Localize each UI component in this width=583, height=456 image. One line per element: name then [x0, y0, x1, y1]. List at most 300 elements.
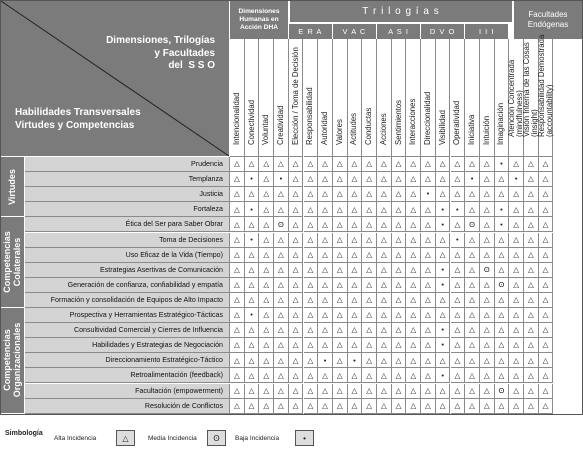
incidence-cell: △ [362, 202, 377, 217]
incidence-cell: △ [480, 217, 495, 232]
incidence-cell: △ [524, 202, 539, 217]
row-label: Retroalimentación (feedback) [25, 368, 230, 383]
incidence-cell: △ [465, 278, 480, 293]
incidence-cell: △ [451, 172, 466, 187]
incidence-cell: △ [377, 263, 392, 278]
incidence-cell: △ [274, 338, 289, 353]
incidence-cell: △ [259, 293, 274, 308]
incidence-cell: △ [406, 202, 421, 217]
incidence-cell: △ [333, 263, 348, 278]
incidence-cell: △ [495, 308, 510, 323]
incidence-cell: △ [539, 172, 554, 187]
incidence-cell: △ [421, 384, 436, 399]
incidence-cell: △ [524, 278, 539, 293]
incidence-cell: △ [230, 399, 245, 414]
incidence-cell: △ [465, 248, 480, 263]
incidence-cell: △ [465, 293, 480, 308]
incidence-cell: △ [289, 217, 304, 232]
corner-diagonal [1, 1, 229, 156]
incidence-cell: △ [333, 157, 348, 172]
incidence-cell: △ [480, 384, 495, 399]
incidence-cell: △ [377, 233, 392, 248]
incidence-cell: △ [436, 308, 451, 323]
incidence-cell: △ [245, 399, 260, 414]
incidence-cell: △ [333, 399, 348, 414]
incidence-cell: △ [524, 233, 539, 248]
incidence-cell: △ [495, 368, 510, 383]
legend-item-alta-label: Alta Incidencia [54, 435, 97, 442]
incidence-cell: △ [539, 399, 554, 414]
incidence-cell: △ [509, 293, 524, 308]
column-header: Conectividad [245, 39, 260, 157]
incidence-cell: △ [392, 278, 407, 293]
incidence-cell: △ [539, 187, 554, 202]
incidence-cell: △ [406, 293, 421, 308]
incidence-cell: △ [289, 338, 304, 353]
incidence-cell: △ [304, 263, 319, 278]
row-label: Consultividad Comercial y Cierres de Influencia [25, 323, 230, 338]
incidence-cell: △ [230, 187, 245, 202]
incidence-cell: △ [318, 323, 333, 338]
incidence-cell: △ [524, 293, 539, 308]
incidence-cell: △ [480, 399, 495, 414]
section-label: Virtudes [1, 157, 25, 217]
facultades-header: Facultades Endógenas [514, 1, 582, 39]
incidence-cell: △ [245, 338, 260, 353]
column-header: Acciones [377, 39, 392, 157]
trilogia-group-4: I I I [465, 24, 509, 39]
incidence-cell: △ [480, 323, 495, 338]
incidence-cell: • [245, 308, 260, 323]
incidence-cell: △ [304, 308, 319, 323]
incidence-cell: △ [318, 187, 333, 202]
incidence-cell: △ [465, 353, 480, 368]
incidence-cell: △ [274, 187, 289, 202]
incidence-cell: △ [539, 308, 554, 323]
incidence-cell: △ [333, 323, 348, 338]
column-header: Operatividad [451, 39, 466, 157]
incidence-cell: △ [274, 308, 289, 323]
incidence-cell: △ [480, 353, 495, 368]
incidence-cell: △ [465, 338, 480, 353]
column-header: Intencionalidad [230, 39, 245, 157]
incidence-cell: △ [451, 157, 466, 172]
incidence-cell: △ [421, 157, 436, 172]
incidence-cell: △ [480, 278, 495, 293]
incidence-cell: △ [318, 233, 333, 248]
incidence-cell: △ [509, 338, 524, 353]
corner-bottom-text: Habilidades Transversales Virtudes y Competencias [15, 107, 141, 131]
incidence-cell: △ [348, 308, 363, 323]
trilogia-group-1: V A C [333, 24, 377, 39]
incidence-cell: △ [348, 323, 363, 338]
incidence-cell: △ [348, 187, 363, 202]
incidence-cell: △ [304, 248, 319, 263]
incidence-cell: △ [524, 187, 539, 202]
incidence-cell: △ [362, 353, 377, 368]
incidence-cell: △ [289, 202, 304, 217]
incidence-cell: △ [245, 217, 260, 232]
column-header: Voluntad [259, 39, 274, 157]
incidence-cell: △ [480, 172, 495, 187]
incidence-cell: △ [465, 308, 480, 323]
incidence-cell: △ [289, 157, 304, 172]
incidence-cell: △ [318, 202, 333, 217]
incidence-cell: △ [318, 338, 333, 353]
column-header: Visión Interna de las Cosas (insight) [524, 39, 539, 157]
incidence-cell: △ [362, 157, 377, 172]
row-label: Estrategias Asertivas de Comunicación [25, 263, 230, 278]
incidence-cell: △ [539, 217, 554, 232]
incidence-cell: △ [406, 353, 421, 368]
incidence-cell: △ [318, 368, 333, 383]
incidence-cell: △ [495, 248, 510, 263]
incidence-cell: △ [348, 399, 363, 414]
trilogias-header: T r i l o g í a s [290, 1, 513, 23]
incidence-cell: △ [348, 368, 363, 383]
incidence-cell: △ [524, 338, 539, 353]
row-label: Toma de Decisiones [25, 233, 230, 248]
incidence-cell: △ [524, 248, 539, 263]
incidence-cell: △ [289, 308, 304, 323]
incidence-cell: △ [304, 202, 319, 217]
incidence-cell: △ [348, 293, 363, 308]
incidence-cell: • [436, 323, 451, 338]
incidence-cell: △ [289, 172, 304, 187]
incidence-cell: △ [539, 384, 554, 399]
incidence-cell: △ [406, 157, 421, 172]
incidence-cell: △ [362, 384, 377, 399]
incidence-cell: △ [304, 323, 319, 338]
incidence-cell: △ [377, 172, 392, 187]
incidence-cell: △ [509, 384, 524, 399]
incidence-cell: △ [274, 202, 289, 217]
incidence-cell: △ [274, 263, 289, 278]
incidence-cell: △ [509, 248, 524, 263]
incidence-cell: △ [377, 202, 392, 217]
incidence-cell: △ [333, 233, 348, 248]
incidence-cell: ʘ [495, 278, 510, 293]
incidence-cell: △ [524, 157, 539, 172]
incidence-cell: △ [421, 293, 436, 308]
incidence-cell: △ [406, 308, 421, 323]
incidence-cell: △ [392, 368, 407, 383]
incidence-cell: △ [274, 353, 289, 368]
incidence-cell: △ [230, 308, 245, 323]
column-header: Conductas [362, 39, 377, 157]
column-header: Intuición [480, 39, 495, 157]
trilogia-group-2: A S I [377, 24, 421, 39]
incidence-cell: △ [304, 217, 319, 232]
incidence-cell: • [436, 278, 451, 293]
incidence-cell: △ [509, 278, 524, 293]
incidence-cell: △ [539, 338, 554, 353]
incidence-cell: • [451, 233, 466, 248]
incidence-cell: △ [421, 248, 436, 263]
incidence-cell: △ [392, 157, 407, 172]
column-header: Atención Concentrada (mindfulness) [509, 39, 524, 157]
incidence-cell: △ [465, 384, 480, 399]
incidence-cell: △ [259, 202, 274, 217]
incidence-cell: △ [509, 308, 524, 323]
incidence-cell: △ [539, 263, 554, 278]
incidence-cell: △ [259, 399, 274, 414]
incidence-cell: △ [259, 248, 274, 263]
incidence-cell: △ [539, 248, 554, 263]
incidence-cell: △ [333, 187, 348, 202]
incidence-cell: △ [362, 308, 377, 323]
incidence-cell: △ [259, 187, 274, 202]
incidence-cell: △ [230, 353, 245, 368]
incidence-cell: △ [436, 172, 451, 187]
incidence-cell: △ [304, 384, 319, 399]
row-label: Formación y consolidación de Equipos de Alto Impacto [25, 293, 230, 308]
column-header: Responsabilidad Demostrada (accountability) [539, 39, 554, 157]
row-label: Habilidades y Estrategias de Negociación [25, 338, 230, 353]
incidence-cell: △ [318, 293, 333, 308]
incidence-cell: △ [230, 263, 245, 278]
incidence-cell: △ [333, 217, 348, 232]
column-header: Responsabilidad [304, 39, 319, 157]
incidence-cell: △ [406, 368, 421, 383]
incidence-cell: △ [289, 263, 304, 278]
incidence-cell: △ [509, 217, 524, 232]
incidence-cell: △ [362, 172, 377, 187]
legend-item-baja-label: Baja Incidencia [235, 435, 280, 442]
legend-item-media-symbol: ʘ [207, 430, 226, 446]
incidence-cell: △ [304, 293, 319, 308]
incidence-cell: △ [289, 323, 304, 338]
incidence-cell: △ [245, 187, 260, 202]
incidence-cell: △ [392, 187, 407, 202]
incidence-cell: △ [362, 338, 377, 353]
legend [0, 426, 583, 456]
incidence-cell: ʘ [465, 217, 480, 232]
incidence-cell: △ [304, 399, 319, 414]
incidence-cell: △ [392, 202, 407, 217]
incidence-cell: △ [451, 263, 466, 278]
incidence-cell: △ [318, 157, 333, 172]
incidence-cell: △ [524, 353, 539, 368]
incidence-cell: △ [348, 233, 363, 248]
incidence-cell: △ [509, 263, 524, 278]
incidence-cell: △ [333, 338, 348, 353]
incidence-cell: △ [421, 399, 436, 414]
incidence-cell: △ [259, 263, 274, 278]
incidence-cell: • [495, 202, 510, 217]
incidence-cell: △ [509, 157, 524, 172]
incidence-cell: △ [333, 384, 348, 399]
incidence-cell: △ [245, 384, 260, 399]
incidence-cell: △ [436, 187, 451, 202]
incidence-cell: △ [230, 368, 245, 383]
column-header: Iniciativa [465, 39, 480, 157]
incidence-cell: △ [318, 384, 333, 399]
incidence-cell: △ [318, 278, 333, 293]
incidence-cell: △ [524, 217, 539, 232]
incidence-cell: • [436, 217, 451, 232]
incidence-cell: △ [245, 278, 260, 293]
incidence-cell: △ [377, 353, 392, 368]
incidence-cell: △ [392, 353, 407, 368]
incidence-cell: △ [377, 157, 392, 172]
incidence-cell: △ [304, 278, 319, 293]
incidence-cell: △ [392, 248, 407, 263]
incidence-cell: △ [333, 353, 348, 368]
incidence-cell: △ [539, 157, 554, 172]
incidence-cell: △ [230, 278, 245, 293]
incidence-cell: • [318, 353, 333, 368]
incidence-cell: △ [392, 308, 407, 323]
column-header: Elección / Toma de Decisión [289, 39, 304, 157]
incidence-cell: △ [539, 293, 554, 308]
incidence-cell: △ [274, 323, 289, 338]
incidence-cell: △ [259, 233, 274, 248]
incidence-cell: △ [451, 384, 466, 399]
incidence-cell: △ [524, 384, 539, 399]
incidence-cell: △ [274, 384, 289, 399]
incidence-cell: • [509, 172, 524, 187]
incidence-cell: △ [509, 323, 524, 338]
incidence-cell: △ [289, 233, 304, 248]
incidence-cell: △ [259, 368, 274, 383]
row-label: Facultación (empowerment) [25, 384, 230, 399]
incidence-cell: △ [259, 157, 274, 172]
incidence-cell: △ [230, 217, 245, 232]
incidence-cell: △ [318, 399, 333, 414]
incidence-cell: △ [230, 233, 245, 248]
incidence-cell: △ [318, 248, 333, 263]
incidence-cell: △ [362, 263, 377, 278]
incidence-cell: △ [245, 323, 260, 338]
incidence-cell: △ [465, 202, 480, 217]
incidence-cell: △ [392, 217, 407, 232]
row-label: Generación de confianza, confiabilidad y empatía [25, 278, 230, 293]
incidence-cell: △ [480, 308, 495, 323]
incidence-cell: △ [480, 293, 495, 308]
trilogia-group-0: E R A [289, 24, 333, 39]
incidence-cell: △ [362, 323, 377, 338]
incidence-cell: • [436, 338, 451, 353]
incidence-cell: △ [274, 248, 289, 263]
column-header: Autoridad [318, 39, 333, 157]
incidence-cell: △ [465, 368, 480, 383]
incidence-cell: △ [451, 353, 466, 368]
column-header: Direccionalidad [421, 39, 436, 157]
incidence-cell: △ [421, 217, 436, 232]
row-label: Templanza [25, 172, 230, 187]
incidence-cell: △ [436, 384, 451, 399]
incidence-cell: △ [480, 187, 495, 202]
incidence-cell: △ [421, 202, 436, 217]
incidence-cell: △ [377, 338, 392, 353]
incidence-cell: △ [509, 187, 524, 202]
incidence-cell: △ [362, 248, 377, 263]
incidence-cell: △ [377, 293, 392, 308]
incidence-cell: △ [289, 353, 304, 368]
incidence-cell: △ [421, 353, 436, 368]
incidence-cell: △ [289, 368, 304, 383]
incidence-cell: △ [289, 187, 304, 202]
incidence-cell: △ [289, 248, 304, 263]
incidence-cell: △ [392, 263, 407, 278]
incidence-cell: △ [230, 384, 245, 399]
incidence-cell: △ [392, 384, 407, 399]
incidence-cell: △ [421, 323, 436, 338]
incidence-cell: △ [392, 338, 407, 353]
incidence-cell: △ [436, 233, 451, 248]
incidence-cell: △ [274, 278, 289, 293]
incidence-cell: △ [289, 293, 304, 308]
incidence-cell: △ [230, 172, 245, 187]
incidence-cell: △ [362, 399, 377, 414]
incidence-cell: △ [406, 278, 421, 293]
incidence-cell: △ [230, 293, 245, 308]
incidence-cell: △ [465, 263, 480, 278]
incidence-cell: • [348, 353, 363, 368]
incidence-cell: △ [480, 202, 495, 217]
incidence-cell: • [436, 368, 451, 383]
section-label: Competencias Organizacionales [1, 308, 25, 414]
incidence-cell: △ [539, 323, 554, 338]
incidence-cell: △ [421, 368, 436, 383]
incidence-cell: △ [318, 308, 333, 323]
incidence-cell: △ [377, 323, 392, 338]
incidence-cell: △ [245, 263, 260, 278]
column-header: Imaginación [495, 39, 510, 157]
incidence-cell: △ [245, 157, 260, 172]
legend-item-alta-symbol: △ [116, 430, 135, 446]
incidence-cell: △ [465, 157, 480, 172]
row-label: Direccionamiento Estratégico-Táctico [25, 353, 230, 368]
incidence-cell: △ [480, 157, 495, 172]
incidence-cell: △ [495, 323, 510, 338]
incidence-cell: • [451, 202, 466, 217]
incidence-cell: △ [377, 308, 392, 323]
incidence-cell: △ [509, 353, 524, 368]
incidence-cell: △ [333, 308, 348, 323]
incidence-cell: △ [451, 293, 466, 308]
incidence-cell: △ [230, 338, 245, 353]
incidence-cell: △ [348, 263, 363, 278]
incidence-cell: △ [451, 248, 466, 263]
incidence-cell: △ [392, 172, 407, 187]
incidence-cell: △ [406, 217, 421, 232]
incidence-cell: △ [259, 308, 274, 323]
incidence-cell: △ [245, 368, 260, 383]
incidence-cell: △ [230, 157, 245, 172]
incidence-cell: △ [348, 202, 363, 217]
incidence-cell: △ [318, 217, 333, 232]
incidence-cell: △ [495, 172, 510, 187]
incidence-cell: △ [392, 323, 407, 338]
incidence-cell: △ [539, 353, 554, 368]
incidence-cell: △ [539, 233, 554, 248]
incidence-cell: △ [377, 217, 392, 232]
incidence-cell: △ [304, 187, 319, 202]
incidence-cell: △ [524, 308, 539, 323]
incidence-cell: △ [539, 368, 554, 383]
incidence-cell: △ [406, 323, 421, 338]
incidence-cell: △ [421, 338, 436, 353]
incidence-cell: △ [451, 323, 466, 338]
incidence-cell: △ [465, 399, 480, 414]
incidence-cell: △ [259, 384, 274, 399]
row-label: Prudencia [25, 157, 230, 172]
incidence-cell: △ [451, 187, 466, 202]
incidence-cell: △ [436, 157, 451, 172]
incidence-cell: △ [524, 172, 539, 187]
